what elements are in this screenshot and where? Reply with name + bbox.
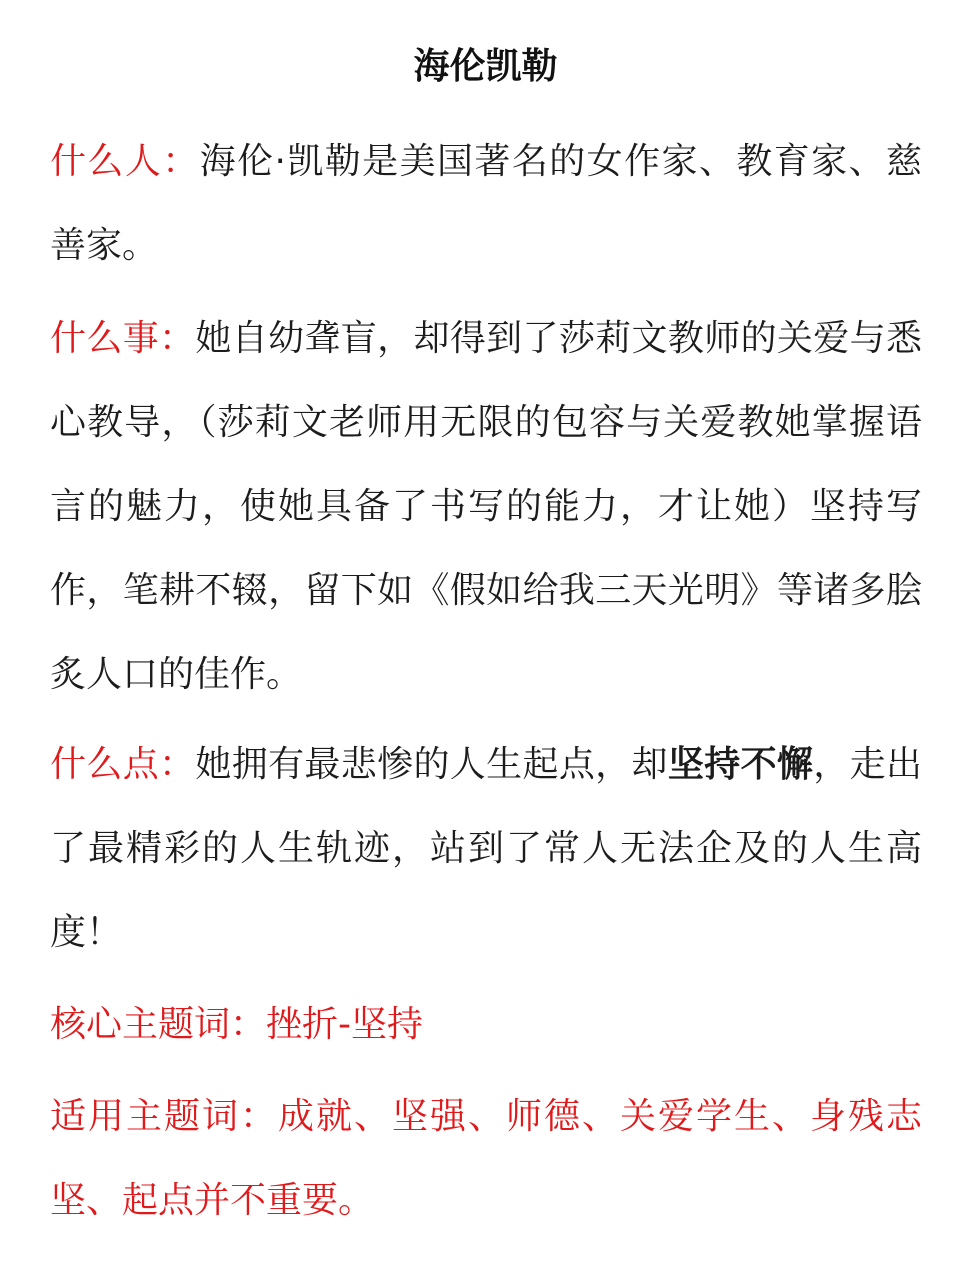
section-point-label: 什么点： — [50, 744, 196, 785]
section-what-text: 她自幼聋盲，却得到了莎莉文教师的关爱与悉心教导，（莎莉文老师用无限的包容与关爱教她掌握语言的魅力，使她具备了书写的能力，才让她）坚持写作，笔耕不辍，留下如《假如给我三天光明》等诸多脍炙人口的佳作。 — [50, 318, 922, 695]
section-core-theme — [50, 983, 922, 1067]
section-who-text: 海伦·凯勒是美国著名的女作家、教育家、慈善家。 — [50, 141, 922, 266]
section-what — [50, 297, 922, 717]
section-who — [50, 120, 922, 288]
section-core-theme-label: 核心主题词： — [50, 1004, 267, 1045]
section-applicable-themes — [50, 1075, 922, 1243]
section-point-emphasis: 坚持不懈 — [667, 744, 814, 785]
section-applicable-themes-label: 适用主题词： — [50, 1096, 278, 1137]
section-who-label: 什么人： — [50, 141, 200, 182]
section-point-text-after: ，走出了最精彩的人生轨迹，站到了常人无法企及的人生高度！ — [50, 744, 922, 953]
section-point-text-before: 她拥有最悲惨的人生起点，却 — [195, 744, 668, 785]
section-what-label: 什么事： — [50, 318, 196, 359]
page-title: 海伦凯勒 — [413, 46, 558, 87]
section-point — [50, 723, 922, 975]
section-applicable-themes-text: 成就、坚强、师德、关爱学生、身残志坚、起点并不重要。 — [50, 1096, 922, 1221]
section-core-theme-text: 挫折-坚持 — [266, 1004, 424, 1045]
